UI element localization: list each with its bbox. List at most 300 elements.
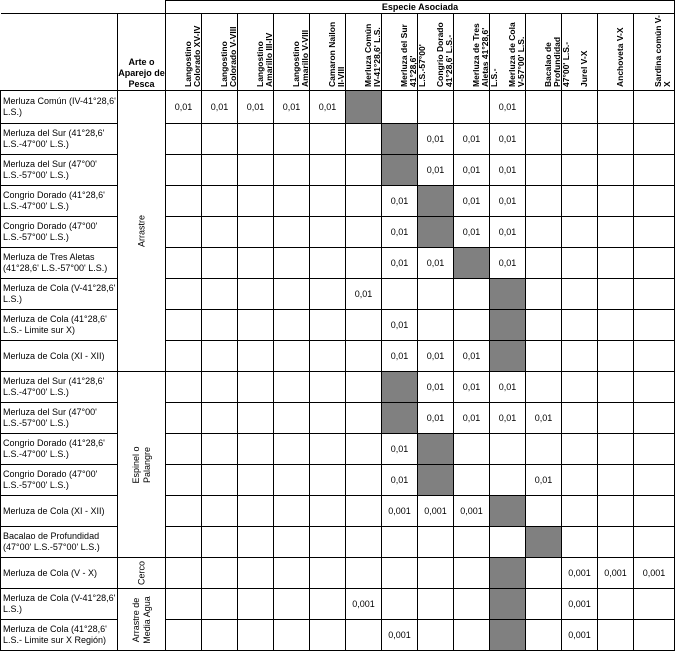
value-cell: 0,01 (490, 248, 526, 279)
value-cell (634, 527, 675, 558)
value-cell (346, 434, 382, 465)
value-cell (238, 372, 274, 403)
value-cell (238, 527, 274, 558)
value-cell (562, 465, 598, 496)
value-cell (454, 527, 490, 558)
value-cell (526, 589, 562, 620)
associated-species-label: Merluza Común IV-41°28,6' L.S. (362, 23, 382, 87)
associated-species-header (202, 14, 238, 91)
value-cell (166, 403, 202, 434)
value-cell: 0,01 (310, 91, 346, 124)
value-cell (310, 403, 346, 434)
value-cell (454, 434, 490, 465)
value-cell (634, 341, 675, 372)
value-cell (166, 186, 202, 217)
shaded-cell (382, 372, 418, 403)
value-cell: 0,001 (598, 558, 634, 589)
value-cell (238, 124, 274, 155)
associated-species-label: Langostino Colorado XV-IV (182, 25, 202, 87)
shaded-cell (418, 434, 454, 465)
value-cell (166, 155, 202, 186)
value-cell (310, 310, 346, 341)
value-cell (202, 248, 238, 279)
value-cell (274, 155, 310, 186)
value-cell (166, 248, 202, 279)
value-cell (490, 434, 526, 465)
value-cell (274, 434, 310, 465)
value-cell (346, 620, 382, 651)
value-cell (274, 248, 310, 279)
shaded-cell (490, 310, 526, 341)
value-cell: 0,01 (382, 341, 418, 372)
associated-species-label: Langostino Colorado V-VIII (218, 26, 238, 87)
value-cell (382, 527, 418, 558)
value-cell (526, 248, 562, 279)
value-cell (274, 465, 310, 496)
value-cell (274, 372, 310, 403)
value-cell (346, 496, 382, 527)
value-cell (310, 341, 346, 372)
value-cell (310, 217, 346, 248)
value-cell (634, 248, 675, 279)
value-cell: 0,01 (454, 155, 490, 186)
shaded-cell (454, 248, 490, 279)
value-cell (418, 91, 454, 124)
value-cell: 0,01 (490, 155, 526, 186)
value-cell (598, 434, 634, 465)
value-cell: 0,01 (454, 186, 490, 217)
value-cell (562, 91, 598, 124)
value-cell (598, 403, 634, 434)
value-cell (274, 217, 310, 248)
value-cell (166, 279, 202, 310)
value-cell (598, 620, 634, 651)
value-cell: 0,01 (526, 465, 562, 496)
value-cell: 0,01 (382, 434, 418, 465)
value-cell (238, 217, 274, 248)
value-cell (634, 589, 675, 620)
value-cell (634, 217, 675, 248)
value-cell (454, 279, 490, 310)
target-species-cell: Merluza de Cola (V - X) (1, 558, 118, 589)
value-cell: 0,01 (202, 91, 238, 124)
value-cell (490, 465, 526, 496)
table-row (1, 279, 675, 310)
value-cell (310, 434, 346, 465)
value-cell (598, 589, 634, 620)
shaded-cell (490, 620, 526, 651)
value-cell (166, 589, 202, 620)
associated-species-label: Langostino Amarillo V-VIII (290, 29, 310, 87)
value-cell (634, 620, 675, 651)
fishing-gear-cell (118, 91, 166, 372)
value-cell: 0,001 (382, 496, 418, 527)
value-cell (310, 465, 346, 496)
value-cell (274, 527, 310, 558)
species-header-blank (1, 14, 118, 91)
value-cell (238, 496, 274, 527)
value-cell (598, 496, 634, 527)
value-cell (526, 279, 562, 310)
value-cell (562, 434, 598, 465)
shaded-cell (418, 186, 454, 217)
value-cell (238, 589, 274, 620)
associated-species-header (526, 14, 571, 91)
target-species-cell: Merluza del Sur (47°00' L.S.-57°00' L.S.) (1, 403, 118, 434)
group-title: Especie Asociada (166, 1, 675, 14)
fishing-gear-label: Arrastre (136, 214, 146, 248)
value-cell (418, 620, 454, 651)
associated-species-header (598, 14, 634, 91)
value-cell (562, 527, 598, 558)
value-cell (526, 91, 562, 124)
value-cell (166, 217, 202, 248)
associated-species-label: Anchoveta V-X (614, 27, 625, 87)
value-cell (562, 310, 598, 341)
shaded-cell (346, 91, 382, 124)
shaded-cell (490, 341, 526, 372)
value-cell: 0,01 (238, 91, 274, 124)
associated-species-header (490, 14, 526, 91)
value-cell (382, 589, 418, 620)
table-row (1, 496, 675, 527)
value-cell (346, 527, 382, 558)
header-rotated-wrap (310, 14, 345, 90)
associated-species-label: Merluza de Tres Aletas 41°28,6' L.S.- (470, 23, 499, 87)
table-row (1, 155, 675, 186)
associated-species-label: Jurel V-X (578, 50, 589, 87)
value-cell (598, 527, 634, 558)
value-cell (562, 341, 598, 372)
target-species-cell: Merluza de Cola (41°28,6' L.S.- Limite sur X Región) (1, 620, 118, 651)
value-cell: 0,01 (166, 91, 202, 124)
fishing-gear-label: Cerco (136, 560, 146, 586)
value-cell (598, 465, 634, 496)
value-cell (598, 91, 634, 124)
value-cell: 0,01 (490, 372, 526, 403)
value-cell (202, 155, 238, 186)
value-cell: 0,001 (562, 620, 598, 651)
value-cell (526, 558, 562, 589)
value-cell (418, 310, 454, 341)
table-row (1, 434, 675, 465)
value-cell (490, 527, 526, 558)
value-cell (238, 558, 274, 589)
target-species-cell: Congrio Dorado (41°28,6' L.S.-47°00' L.S.) (1, 434, 118, 465)
value-cell (346, 403, 382, 434)
value-cell (346, 341, 382, 372)
value-cell (562, 496, 598, 527)
value-cell: 0,001 (634, 558, 675, 589)
associated-species-header (418, 14, 454, 91)
value-cell (310, 589, 346, 620)
value-cell (526, 341, 562, 372)
fishing-gear-cell (118, 558, 166, 589)
target-species-cell: Congrio Dorado (47°00' L.S.-57°00' L.S.) (1, 217, 118, 248)
value-cell (274, 279, 310, 310)
value-cell (238, 186, 274, 217)
value-cell (166, 124, 202, 155)
value-cell (202, 465, 238, 496)
value-cell (310, 186, 346, 217)
value-cell (310, 527, 346, 558)
table-row (1, 248, 675, 279)
value-cell (238, 341, 274, 372)
value-cell (526, 496, 562, 527)
value-cell (274, 403, 310, 434)
value-cell (346, 124, 382, 155)
value-cell (562, 248, 598, 279)
header-rotated-wrap (346, 14, 381, 90)
value-cell (166, 372, 202, 403)
value-cell (634, 372, 675, 403)
value-cell: 0,01 (490, 124, 526, 155)
value-cell (274, 558, 310, 589)
value-cell: 0,01 (274, 91, 310, 124)
value-cell (382, 558, 418, 589)
associated-species-header (346, 14, 382, 91)
fishing-gear-cell (118, 589, 166, 651)
target-species-cell: Merluza del Sur (47°00' L.S.-57°00' L.S.) (1, 155, 118, 186)
value-cell (346, 465, 382, 496)
header-rotated-wrap (166, 14, 201, 90)
value-cell: 0,001 (382, 620, 418, 651)
value-cell (166, 310, 202, 341)
value-cell (202, 434, 238, 465)
value-cell (634, 496, 675, 527)
target-species-cell: Merluza Común (IV-41°28,6' L.S.) (1, 91, 118, 124)
value-cell (346, 310, 382, 341)
value-cell (598, 186, 634, 217)
header-rotated-wrap (562, 14, 597, 90)
value-cell: 0,01 (346, 279, 382, 310)
associated-species-header (274, 14, 310, 91)
value-cell (526, 155, 562, 186)
value-cell (562, 124, 598, 155)
value-cell (418, 558, 454, 589)
value-cell (202, 589, 238, 620)
shaded-cell (418, 465, 454, 496)
value-cell (346, 217, 382, 248)
value-cell (598, 248, 634, 279)
value-cell (310, 279, 346, 310)
shaded-cell (490, 558, 526, 589)
table-row (1, 465, 675, 496)
table-row (1, 310, 675, 341)
associated-species-header (562, 14, 598, 91)
table-row (1, 186, 675, 217)
corner-blank (1, 1, 166, 14)
value-cell: 0,01 (382, 248, 418, 279)
table-row (1, 91, 675, 124)
value-cell (238, 620, 274, 651)
shaded-cell (490, 496, 526, 527)
value-cell (238, 403, 274, 434)
value-cell (454, 620, 490, 651)
value-cell (202, 186, 238, 217)
associated-species-header (382, 14, 427, 91)
associated-species-label: Congrio Dorado 41°28,6' L.S.- (434, 22, 454, 87)
table-row (1, 589, 675, 620)
value-cell (346, 186, 382, 217)
value-cell (454, 558, 490, 589)
shaded-cell (490, 589, 526, 620)
value-cell (634, 155, 675, 186)
value-cell (454, 91, 490, 124)
value-cell (634, 434, 675, 465)
value-cell: 0,001 (346, 589, 382, 620)
value-cell: 0,01 (490, 186, 526, 217)
value-cell (562, 186, 598, 217)
value-cell (526, 186, 562, 217)
value-cell (274, 589, 310, 620)
value-cell: 0,01 (418, 372, 454, 403)
value-cell (562, 403, 598, 434)
target-species-cell: Merluza de Cola (V-41°28,6' L.S.) (1, 279, 118, 310)
target-species-cell: Merluza de Cola (XI - XII) (1, 496, 118, 527)
value-cell (238, 248, 274, 279)
associated-species-label: Merluza del Sur 41°28,6' L.S.-57°00' (398, 24, 427, 87)
value-cell: 0,01 (382, 217, 418, 248)
associated-species-label: Merluza de Cola V-57°00' L.S. (506, 22, 526, 87)
fishing-gear-label: Espinel o Palangre (130, 445, 152, 484)
value-cell (634, 279, 675, 310)
value-cell (382, 279, 418, 310)
value-cell: 0,01 (490, 217, 526, 248)
value-cell (598, 217, 634, 248)
target-species-cell: Merluza de Cola (41°28,6' L.S.- Limite sur X) (1, 310, 118, 341)
value-cell (634, 186, 675, 217)
header-rotated-wrap (526, 14, 571, 90)
value-cell: 0,001 (418, 496, 454, 527)
value-cell (202, 403, 238, 434)
table-row (1, 217, 675, 248)
value-cell (202, 124, 238, 155)
value-cell: 0,01 (382, 465, 418, 496)
value-cell (634, 91, 675, 124)
fishing-gear-label: Arrastre de Media Agua (130, 595, 152, 644)
header-rotated-wrap (238, 14, 273, 90)
header-rotated-wrap (382, 14, 427, 90)
value-cell (166, 496, 202, 527)
value-cell: 0,01 (418, 248, 454, 279)
value-cell (202, 217, 238, 248)
value-cell (238, 155, 274, 186)
value-cell (598, 124, 634, 155)
value-cell: 0,01 (418, 124, 454, 155)
value-cell (346, 372, 382, 403)
value-cell (166, 465, 202, 496)
value-cell (526, 434, 562, 465)
value-cell (310, 496, 346, 527)
value-cell (598, 310, 634, 341)
value-cell: 0,01 (490, 403, 526, 434)
associated-species-header (454, 14, 499, 91)
value-cell (202, 558, 238, 589)
target-species-cell: Bacalao de Profundidad (47°00' L.S.-57°00' L.S.) (1, 527, 118, 558)
associated-species-header (238, 14, 274, 91)
value-cell (634, 403, 675, 434)
associated-species-header (166, 14, 202, 91)
value-cell (634, 465, 675, 496)
associated-species-label: Sardina común V-X (653, 15, 672, 87)
value-cell: 0,01 (382, 186, 418, 217)
value-cell (238, 465, 274, 496)
target-species-cell: Merluza del Sur (41°28,6' L.S.-47°00' L.S.) (1, 372, 118, 403)
value-cell (526, 217, 562, 248)
value-cell: 0,01 (382, 310, 418, 341)
value-cell (598, 155, 634, 186)
value-cell (346, 558, 382, 589)
value-cell (202, 310, 238, 341)
value-cell (418, 527, 454, 558)
value-cell (274, 496, 310, 527)
value-cell: 0,001 (562, 558, 598, 589)
value-cell (202, 620, 238, 651)
value-cell (598, 372, 634, 403)
value-cell (310, 620, 346, 651)
value-cell (346, 248, 382, 279)
shaded-cell (382, 403, 418, 434)
associated-species-label: Langostino Amarillo III-IV (254, 32, 274, 87)
value-cell (562, 155, 598, 186)
value-cell (166, 558, 202, 589)
header-rotated-wrap (418, 14, 453, 90)
value-cell: 0,01 (490, 91, 526, 124)
value-cell (274, 310, 310, 341)
target-species-cell: Merluza de Cola (XI - XII) (1, 341, 118, 372)
value-cell (310, 558, 346, 589)
value-cell (238, 310, 274, 341)
value-cell (166, 434, 202, 465)
value-cell (526, 310, 562, 341)
table-body (1, 91, 675, 651)
value-cell (454, 589, 490, 620)
value-cell (562, 217, 598, 248)
value-cell (526, 124, 562, 155)
value-cell (166, 620, 202, 651)
value-cell (238, 434, 274, 465)
value-cell: 0,001 (562, 589, 598, 620)
value-cell: 0,01 (454, 124, 490, 155)
value-cell (418, 279, 454, 310)
value-cell (274, 620, 310, 651)
value-cell (202, 496, 238, 527)
value-cell (202, 372, 238, 403)
value-cell: 0,01 (454, 403, 490, 434)
value-cell (310, 124, 346, 155)
table-row (1, 372, 675, 403)
table-row (1, 403, 675, 434)
value-cell (310, 372, 346, 403)
header-rotated-wrap (454, 14, 499, 90)
associated-species-label: Camaron Nailon II-VIII (326, 21, 346, 87)
table-row (1, 341, 675, 372)
value-cell (310, 248, 346, 279)
shaded-cell (382, 124, 418, 155)
shaded-cell (526, 527, 562, 558)
value-cell: 0,01 (454, 341, 490, 372)
shaded-cell (418, 217, 454, 248)
value-cell (202, 527, 238, 558)
target-species-cell: Congrio Dorado (41°28,6' L.S.-47°00' L.S.) (1, 186, 118, 217)
target-species-cell: Merluza del Sur (41°28,6' L.S.-47°00' L.S.) (1, 124, 118, 155)
fishing-gear-cell (118, 372, 166, 558)
table-row (1, 620, 675, 651)
value-cell (598, 341, 634, 372)
header-rotated-wrap (490, 14, 525, 90)
target-species-cell: Congrio Dorado (47°00' L.S.-57°00' L.S.) (1, 465, 118, 496)
